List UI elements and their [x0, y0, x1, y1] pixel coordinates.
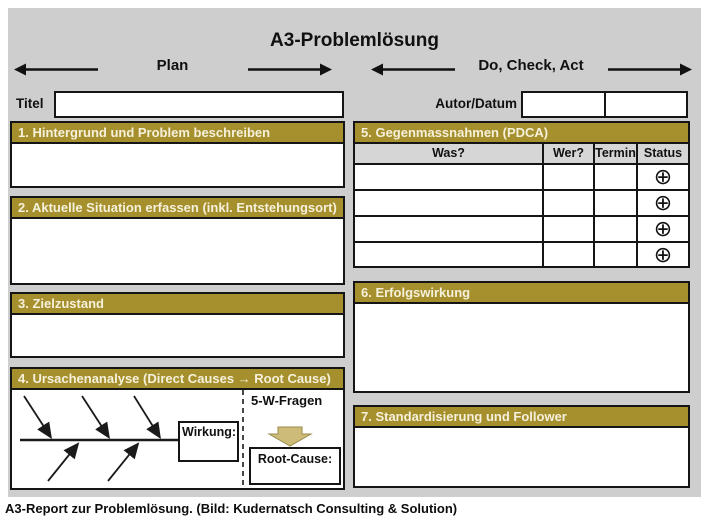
status-circle-plus-icon: ⊕ [653, 242, 673, 266]
dca-arrow-left-icon [371, 63, 455, 76]
section-2-field [12, 219, 343, 281]
status-circle-plus-icon: ⊕ [653, 216, 673, 241]
five-w-fragen-label: 5-W-Fragen [251, 393, 323, 408]
section-6-title: 6. Erfolgswirkung [355, 283, 688, 304]
section-4-title: 4. Ursachenanalyse (Direct Causes → Root Cause) [12, 369, 343, 390]
section-1-hintergrund [10, 121, 345, 188]
fishbone-diagram [12, 390, 343, 486]
section-5-gegenmassnahmen [353, 121, 690, 268]
section-5-title: 5. Gegenmassnahmen (PDCA) [355, 123, 688, 144]
titel-input-box [54, 91, 344, 118]
section-7-standardisierung [353, 405, 690, 488]
section-7-title: 7. Standardisierung und Follower [355, 407, 688, 428]
column-header-wer: Wer? [542, 144, 593, 163]
table-row-1-termin [593, 163, 636, 189]
section-1-field [12, 144, 343, 186]
page-title: A3-Problemlösung [270, 30, 439, 51]
table-row-3-was [355, 215, 542, 241]
titel-label: Titel [16, 96, 44, 111]
datum-input-cell [604, 93, 687, 116]
image-caption: A3-Report zur Problemlösung. (Bild: Kudernatsch Consulting & Solution) [5, 501, 458, 516]
section-3-field [12, 315, 343, 356]
section-7-field [355, 428, 688, 484]
table-row-4-wer [542, 241, 593, 266]
autor-input-cell [523, 93, 604, 116]
status-circle-plus-icon: ⊕ [653, 164, 673, 189]
plan-label: Plan [156, 57, 189, 74]
table-row-4-termin [593, 241, 636, 266]
table-row-4-status [636, 241, 688, 266]
autor-datum-label: Autor/Datum [435, 96, 517, 111]
table-row-3-wer [542, 215, 593, 241]
countermeasures-table [355, 144, 688, 266]
wirkung-label: Wirkung: [182, 425, 237, 439]
plan-arrow-left-icon [14, 63, 98, 76]
section-1-title: 1. Hintergrund und Problem beschreiben [12, 123, 343, 144]
table-row-4-was [355, 241, 542, 266]
column-header-was: Was? [355, 144, 542, 163]
section-3-title: 3. Zielzustand [12, 294, 343, 315]
root-cause-label: Root-Cause: [257, 452, 333, 466]
column-header-termin: Termin [593, 144, 636, 163]
table-row-3-termin [593, 215, 636, 241]
table-row-2-wer [542, 189, 593, 215]
table-row-2-was [355, 189, 542, 215]
table-row-3-status [636, 215, 688, 241]
status-circle-plus-icon: ⊕ [653, 190, 673, 215]
dca-label: Do, Check, Act [478, 57, 584, 74]
section-3-zielzustand [10, 292, 345, 358]
table-row-2-termin [593, 189, 636, 215]
section-2-aktuelle-situation [10, 196, 345, 285]
plan-arrow-right-icon [248, 63, 332, 76]
section-6-field [355, 304, 688, 389]
section-4-ursachenanalyse [10, 367, 345, 490]
table-row-1-wer [542, 163, 593, 189]
table-row-1-was [355, 163, 542, 189]
root-cause-box [249, 447, 341, 485]
autor-datum-box [521, 91, 688, 118]
section-2-title: 2. Aktuelle Situation erfassen (inkl. Entstehungsort) [12, 198, 343, 219]
table-row-1-status [636, 163, 688, 189]
column-header-status: Status [636, 144, 688, 163]
dca-arrow-right-icon [608, 63, 692, 76]
wirkung-box [178, 421, 239, 462]
root-cause-arrow-icon [269, 427, 311, 446]
table-row-2-status [636, 189, 688, 215]
section-6-erfolgswirkung [353, 281, 690, 393]
